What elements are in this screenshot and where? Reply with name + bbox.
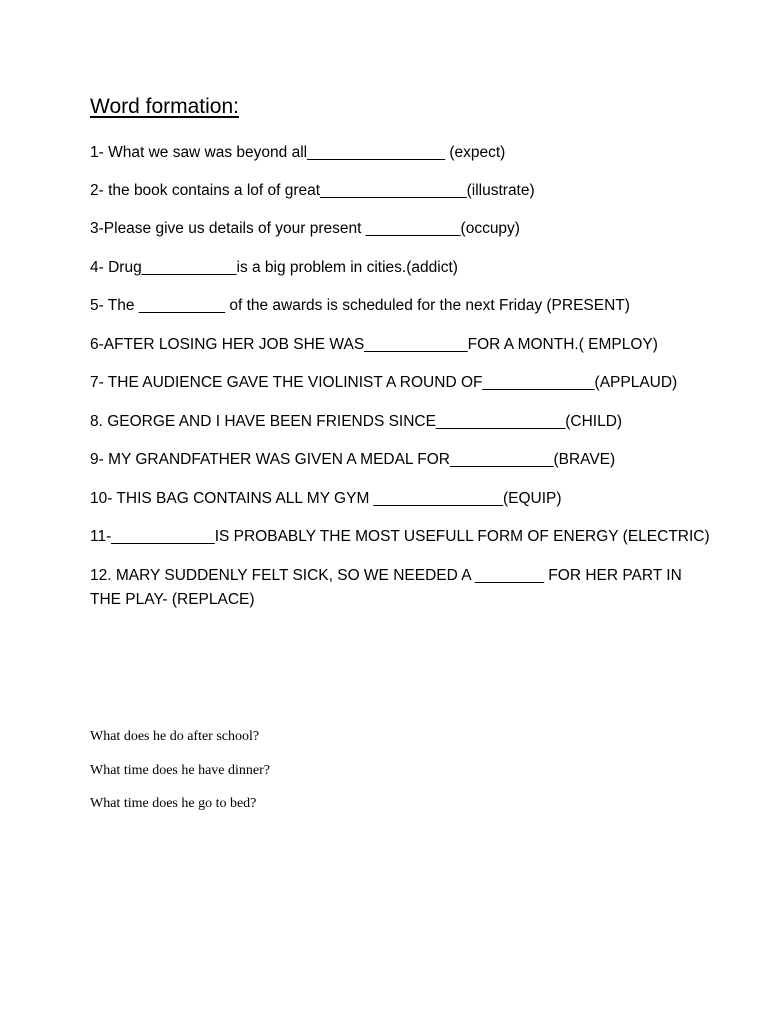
exercise-item-3: 3-Please give us details of your present ___________(occupy) [90, 220, 520, 237]
exercise-item-5: 5- The __________ of the awards is scheduled for the next Friday (PRESENT) [90, 297, 630, 314]
exercise-item-9: 9- MY GRANDFATHER WAS GIVEN A MEDAL FOR____________(BRAVE) [90, 451, 616, 468]
page-title: Word formation: [90, 95, 239, 118]
exercise-item-11: 11-____________IS PROBABLY THE MOST USEFULL FORM OF ENERGY (ELECTRIC) [90, 528, 710, 545]
exercise-item-12: 12. MARY SUDDENLY FELT SICK, SO WE NEEDED A ________ FOR HER PART IN THE PLAY- (REPLACE) [90, 567, 682, 608]
exercise-item-10: 10- THIS BAG CONTAINS ALL MY GYM _______________(EQUIP) [90, 490, 562, 507]
exercise-item-1: 1- What we saw was beyond all________________ (expect) [90, 144, 506, 161]
question-1: What does he do after school? [90, 729, 260, 744]
exercise-item-7: 7- THE AUDIENCE GAVE THE VIOLINIST A ROUND OF_____________(APPLAUD) [90, 374, 678, 391]
question-3: What time does he go to bed? [90, 796, 257, 811]
question-2: What time does he have dinner? [90, 763, 270, 778]
exercise-item-6: 6-AFTER LOSING HER JOB SHE WAS____________FOR A MONTH.( EMPLOY) [90, 336, 658, 353]
exercise-item-8: 8. GEORGE AND I HAVE BEEN FRIENDS SINCE_______________(CHILD) [90, 413, 623, 430]
exercise-item-4: 4- Drug___________is a big problem in cities.(addict) [90, 259, 458, 276]
exercise-item-2: 2- the book contains a lof of great_________________(illustrate) [90, 182, 535, 199]
